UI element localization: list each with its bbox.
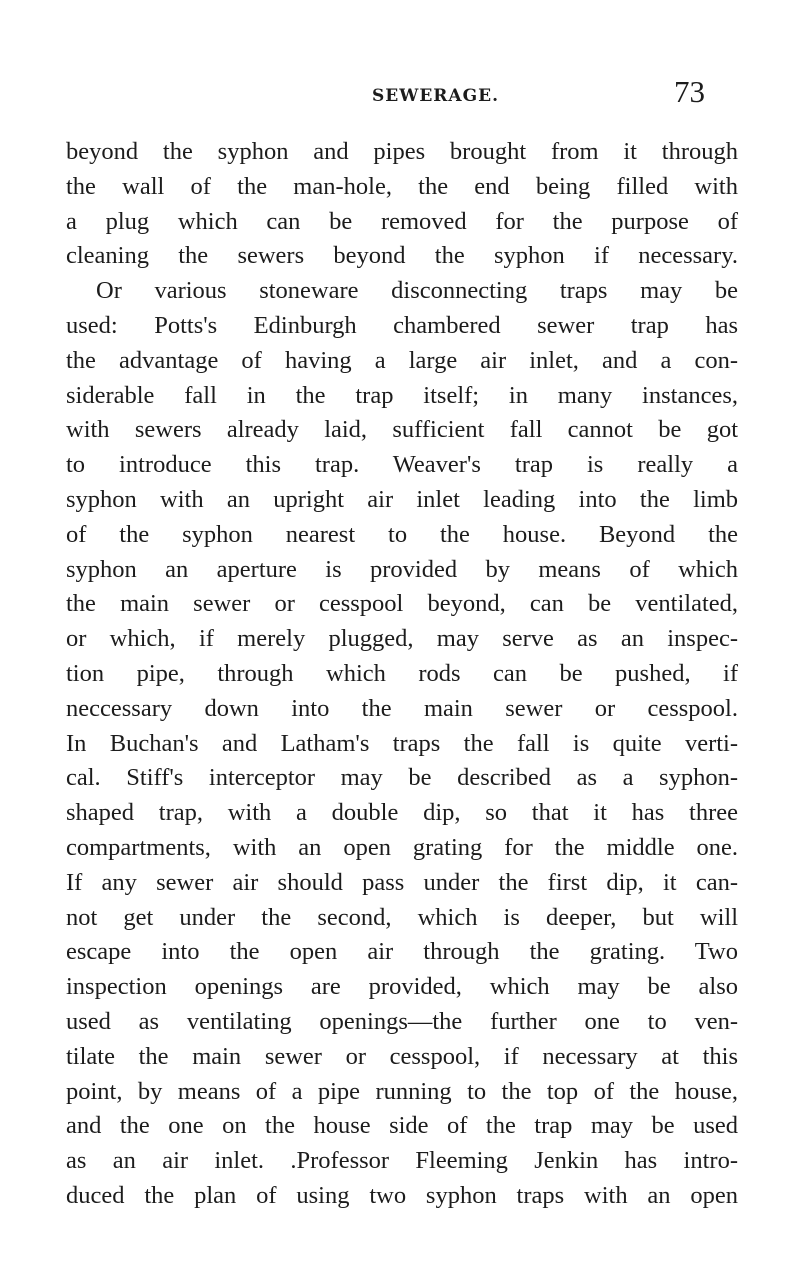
- text-line: with sewers already laid, sufficient fall cannot be got: [66, 416, 738, 444]
- text-line: compartments, with an open grating for the middle one.: [66, 833, 738, 861]
- text-line: neccessary down into the main sewer or cesspool.: [66, 694, 738, 722]
- text-line: point, by means of a pipe running to the top of the house,: [66, 1077, 738, 1105]
- text-line: to introduce this trap. Weaver's trap is really a: [66, 451, 738, 479]
- text-line: the wall of the man-hole, the end being filled with: [66, 172, 738, 200]
- text-line: as an air inlet. .Professor Fleeming Jenkin has intro-: [66, 1147, 738, 1175]
- text-line: and the one on the house side of the trap may be used: [66, 1112, 738, 1140]
- body-text: [66, 135, 738, 1214]
- text-line: or which, if merely plugged, may serve as an inspec-: [66, 625, 738, 653]
- text-line: syphon an aperture is provided by means of which: [66, 555, 738, 583]
- text-line: cleaning the sewers beyond the syphon if necessary.: [66, 242, 738, 270]
- text-line: not get under the second, which is deeper, but will: [66, 903, 738, 931]
- running-head: SEWERAGE.: [372, 86, 499, 106]
- text-line: of the syphon nearest to the house. Beyond the: [66, 520, 738, 548]
- text-line: a plug which can be removed for the purpose of: [66, 207, 738, 235]
- text-line: tilate the main sewer or cesspool, if necessary at this: [66, 1042, 738, 1070]
- text-line: duced the plan of using two syphon traps with an open: [66, 1181, 738, 1209]
- page-number: 73: [674, 74, 705, 109]
- text-line: syphon with an upright air inlet leading into the limb: [66, 485, 738, 513]
- text-line: used as ventilating openings—the further one to ven-: [66, 1007, 738, 1035]
- text-line: escape into the open air through the grating. Two: [66, 938, 738, 966]
- text-line: inspection openings are provided, which may be also: [66, 973, 738, 1001]
- text-line: Or various stoneware disconnecting traps may be: [96, 277, 738, 305]
- text-line: the advantage of having a large air inlet, and a con-: [66, 346, 738, 374]
- text-line: If any sewer air should pass under the first dip, it can-: [66, 868, 738, 896]
- text-line: tion pipe, through which rods can be pushed, if: [66, 659, 738, 687]
- text-line: used: Potts's Edinburgh chambered sewer trap has: [66, 311, 738, 339]
- text-line: beyond the syphon and pipes brought from it through: [66, 138, 738, 165]
- text-line: In Buchan's and Latham's traps the fall is quite verti-: [66, 729, 738, 757]
- text-line: the main sewer or cesspool beyond, can be ventilated,: [66, 590, 738, 618]
- text-line: siderable fall in the trap itself; in many instances,: [66, 381, 738, 409]
- text-line: shaped trap, with a double dip, so that it has three: [66, 799, 738, 827]
- text-line: cal. Stiff's interceptor may be described as a syphon-: [66, 764, 738, 792]
